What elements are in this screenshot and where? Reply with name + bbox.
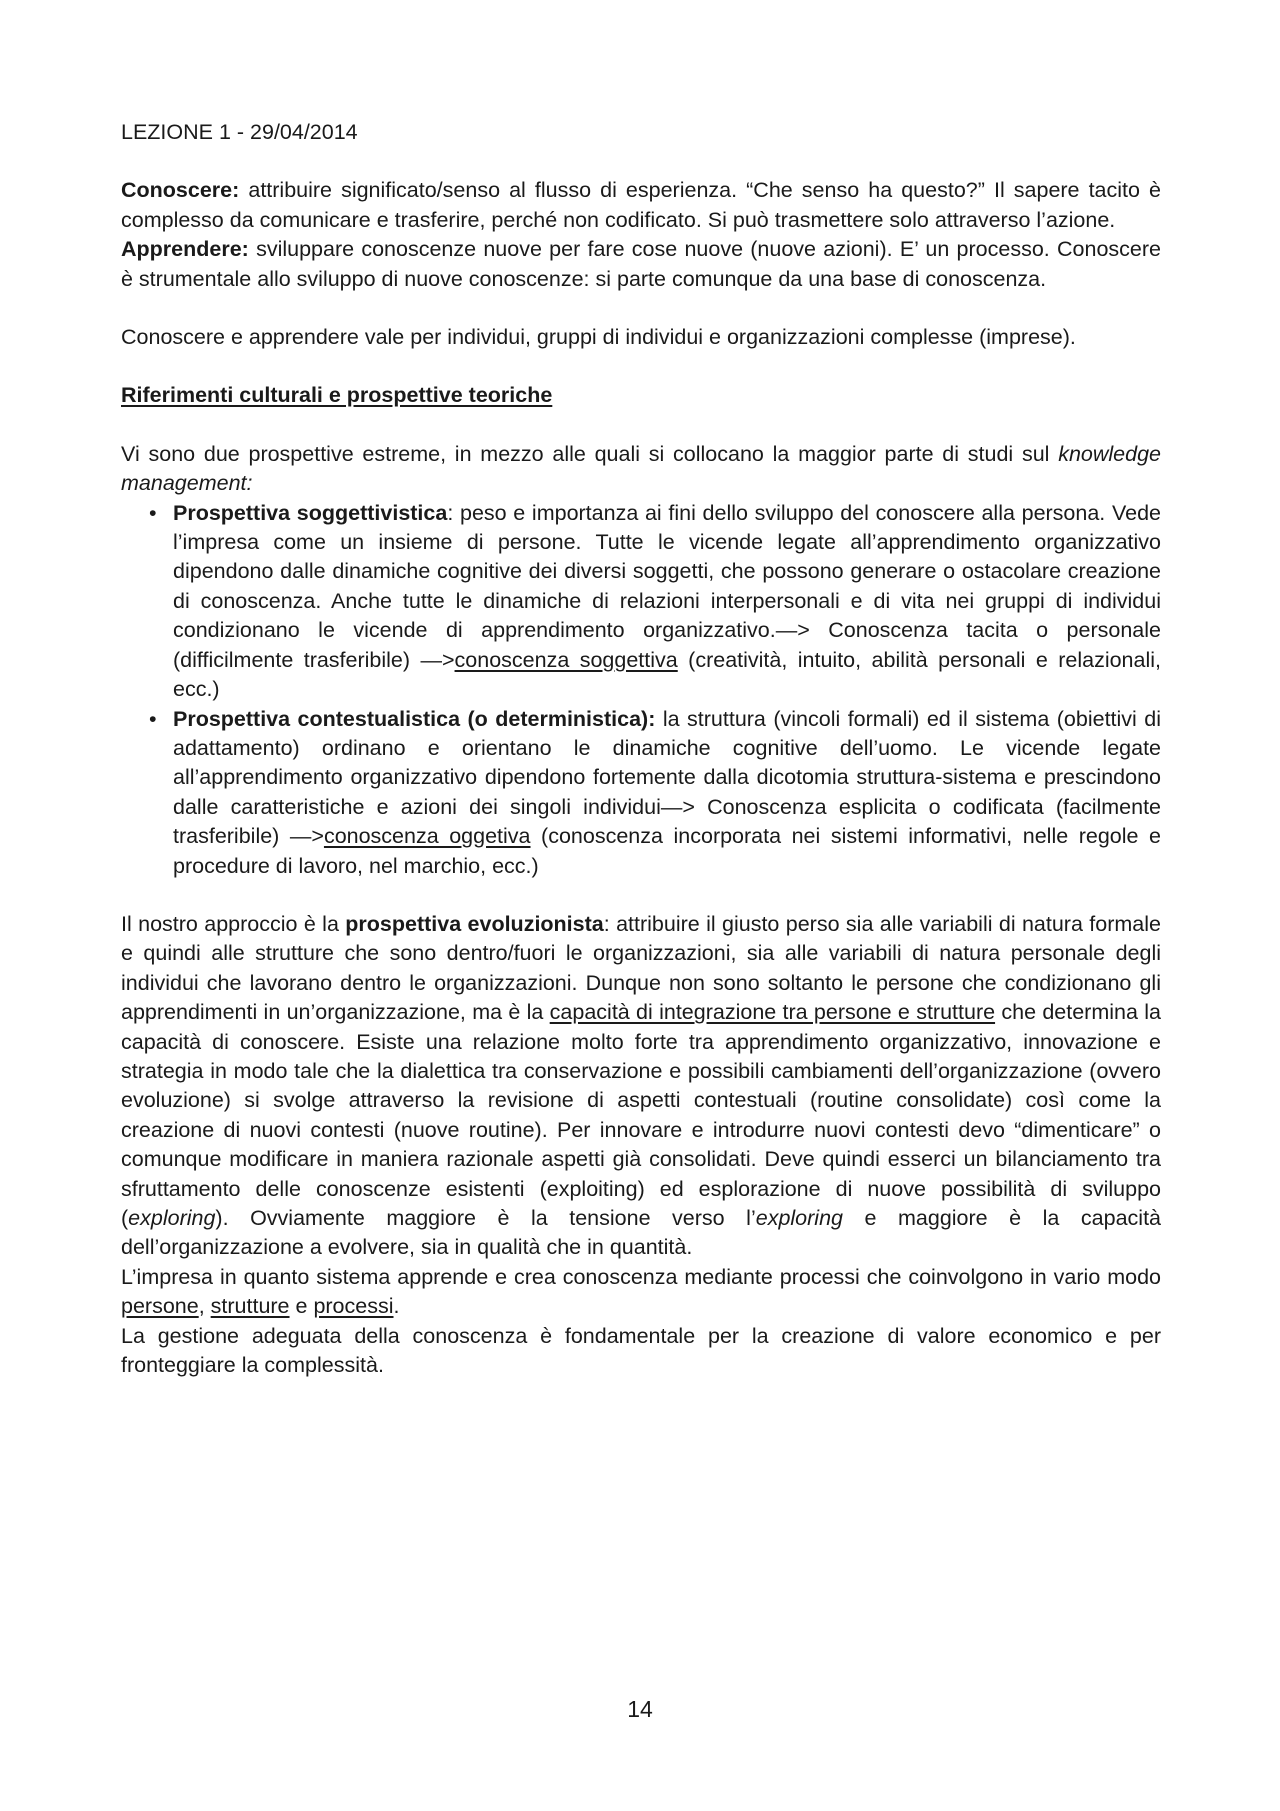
list-item-contestualistica: • Prospettiva contestualistica (o deterministica): la struttura (vincoli formali) ed il sistema (obiettivi di adattamento) ordinano e orientano le dinamiche cognitive dell’uomo. Le vicende legate all’apprendimento organizzativo dipendono fortemente dalla dicotomia struttura-sistema e prescindono dalle caratteristiche e azioni dei singoli individui—> Conoscenza esplicita o codificata (facilmente trasferibile) —>conoscenza oggetiva (conoscenza incorporata nei sistemi informativi, nelle regole e procedure di lavoro, nel marchio, ecc.) [173, 705, 1161, 881]
management-paragraph: La gestione adeguata della conoscenza è fondamentale per la creazione di valore economico e per fronteggiare la complessità. [121, 1323, 1161, 1378]
page-number: 14 [627, 1696, 653, 1722]
perspectives-intro: Vi sono due prospettive estreme, in mezzo alle quali si collocano la maggior parte di studi sul knowledge management: [121, 441, 1161, 496]
term-apprendere: Apprendere: [121, 237, 249, 262]
section-title: Riferimenti culturali e prospettive teoriche [121, 383, 553, 408]
evolution-paragraph: Il nostro approccio è la prospettiva evoluzionista: attribuire il giusto perso sia alle variabili di natura formale e quindi alle strutture che sono dentro/fuori le organizzazioni, sia alle variabili di natura personale degli individui che lavorano dentro le organizzazioni. Dunque non sono soltanto le persone che condizionano gli apprendimenti in un’organizzazione, ma è la capacità di integrazione tra persone e strutture che determina la capacità di conoscere. Esiste una relazione molto forte tra apprendimento organizzativo, innovazione e strategia in modo tale che la dialettica tra conservazione e possibili cambiamenti dell’organizzazione (ovvero evoluzione) si svolge attraverso la revisione di aspetti contestuali (routine consolidate) così come la creazione di nuovi contesti (nuove routine). Per innovare e introdurre nuovi contesti devo “dimenticare” o comunque modificare in maniera razionale aspetti già consolidati. Deve quindi esserci un bilanciamento tra sfruttamento delle conoscenze esistenti (exploiting) ed esplorazione di nuove possibilità di sviluppo (exploring). Ovviamente maggiore è la tensione verso l’exploring e maggiore è la capacità dell’organizzazione a evolvere, sia in qualità che in quantità. [121, 911, 1161, 1260]
definition-conoscere: Conoscere: attribuire significato/senso al flusso di esperienza. “Che senso ha questo?” Il sapere tacito è complesso da comunicare e trasferire, perché non codificato. Si può trasmettere solo attraverso l’azione. [121, 178, 1161, 232]
definition-apprendere: Apprendere: sviluppare conoscenze nuove per fare cose nuove (nuove azioni). E’ un processo. Conoscere è strumentale allo sviluppo di nuove conoscenze: si parte comunque da una base di conoscenza. [121, 237, 1161, 291]
perspectives-list [121, 499, 1161, 881]
system-paragraph: L’impresa in quanto sistema apprende e crea conoscenza mediante processi che coinvolgono in vario modo persone, strutture e processi. [121, 1264, 1161, 1319]
list-item-soggettivistica: • Prospettiva soggettivistica: peso e importanza ai fini dello sviluppo del conoscere alla persona. Vede l’impresa come un insieme di persone. Tutte le vicende legate all’apprendimento organizzativo dipendono dalle dinamiche cognitive dei diversi soggetti, che possono generare o ostacolare creazione di conoscenza. Anche tutte le dinamiche di relazioni interpersonali e di vita nei gruppi di individui condizionano le vicende di apprendimento organizzativo.—> Conoscenza tacita o personale (difficilmente trasferibile) —>conoscenza soggettiva (creatività, intuito, abilità personali e relazionali, ecc.) [173, 499, 1161, 705]
term-conoscere: Conoscere: [121, 178, 240, 203]
scope-paragraph: Conoscere e apprendere vale per individui, gruppi di individui e organizzazioni complesse (imprese). [121, 325, 1076, 350]
document-body [121, 118, 1161, 1380]
lesson-header: LEZIONE 1 - 29/04/2014 [121, 120, 358, 144]
